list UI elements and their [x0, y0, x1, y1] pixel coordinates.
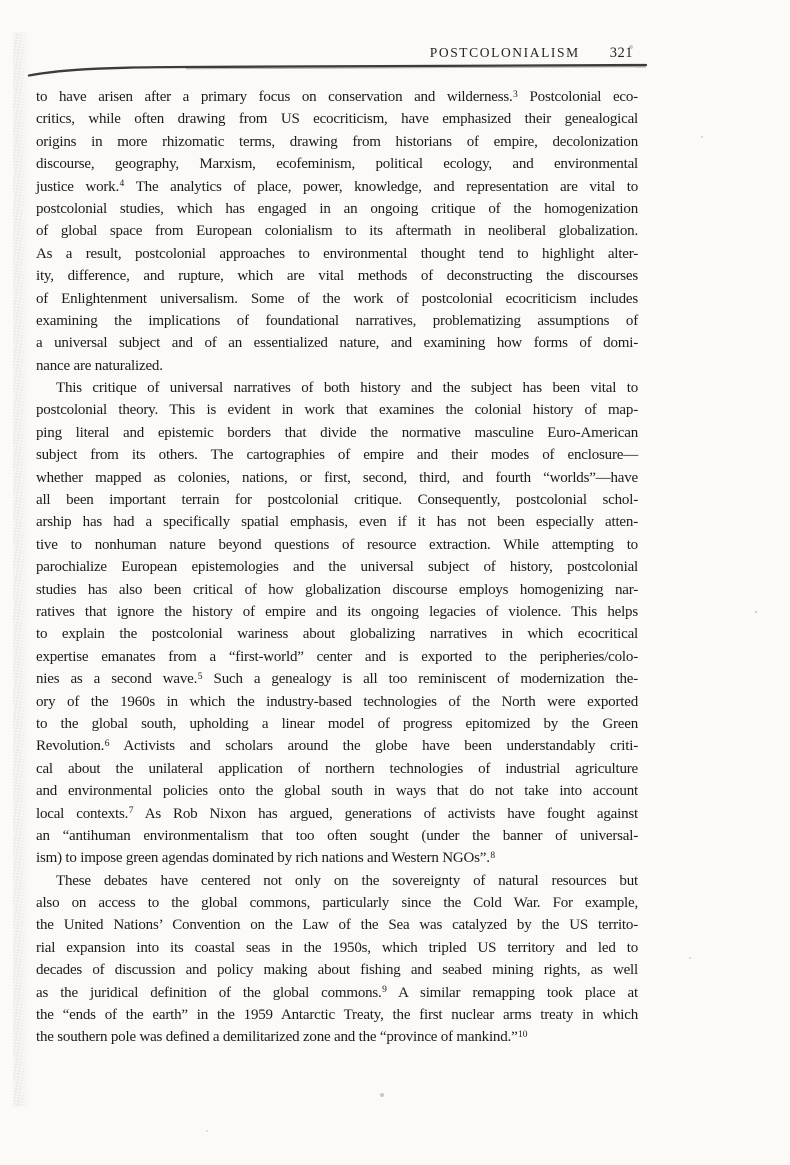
text-line: ratives that ignore the history of empire and its ongoing legacies of violence. This helps — [36, 603, 638, 620]
footnote-marker: 7 — [128, 806, 134, 816]
text-line: These debates have centered not only on the sovereignty of natural resources but — [56, 872, 638, 889]
text-line: This critique of universal narratives of both history and the subject has been vital to — [56, 380, 638, 397]
text-line: the United Nations’ Convention on the Law of the Sea was catalyzed by the US territo- — [36, 917, 638, 934]
text-line: examining the implications of foundational narratives, problematizing assumptions of — [36, 312, 638, 329]
running-title: POSTCOLONIALISM — [429, 45, 580, 60]
text-line: As a result, postcolonial approaches to environmental thought tend to highlight alter- — [36, 245, 638, 262]
text-line: cal about the unilateral application of northern technologies of industrial agriculture — [36, 760, 638, 777]
page-header — [0, 44, 633, 62]
footnote-marker: 10 — [518, 1029, 528, 1040]
text-line: rial expansion into its coastal seas in the 1950s, which tripled US territory and led to — [36, 939, 638, 956]
page-number: 321 — [609, 45, 633, 61]
text-line: as the juridical definition of the global commons.$^9$ A similar remapping took place at — [36, 984, 638, 1001]
text-line: whether mapped as colonies, nations, or first, second, third, and fourth “worlds”—have — [36, 469, 638, 486]
footnote-marker: 3 — [513, 89, 518, 100]
text-line: nance are naturalized. — [36, 357, 163, 374]
footnote-marker: 5 — [197, 671, 203, 682]
text-line: postcolonial theory. This is evident in work that examines the colonial history of map- — [36, 402, 638, 419]
scan-noise-left-edge — [13, 32, 30, 1107]
text-line: the “ends of the earth” in the 1959 Antarctic Treaty, the first nuclear arms treaty in which — [36, 1007, 638, 1024]
text-line: also on access to the global commons, particularly since the Cold War. For example, — [36, 895, 638, 912]
text-line: subject from its others. The cartographies of empire and their modes of enclosure— — [36, 447, 638, 464]
text-line: justice work.$^4$ The analytics of place, power, knowledge, and representation are vital to — [36, 178, 638, 195]
text-line: the southern pole was defined a demilitarized zone and the “province of mankind.”$^{10}$ — [36, 1029, 528, 1046]
footnote-marker: 8 — [490, 850, 496, 861]
text-line: to explain the postcolonial wariness about globalizing narratives in which ecocritical — [36, 626, 638, 643]
text-line: of Enlightenment universalism. Some of the work of postcolonial ecocriticism includes — [36, 290, 638, 307]
text-line: discourse, geography, Marxism, ecofeminism, political ecology, and environmental — [36, 156, 638, 173]
footnote-marker: 4 — [119, 179, 125, 190]
scan-specks — [0, 0, 2, 2]
text-line: parochialize European epistemologies and the universal subject of history, postcolonial — [36, 559, 638, 576]
text-line: decades of discussion and policy making about fishing and seabed mining rights, as well — [36, 962, 638, 979]
text-line: arship has had a specifically spatial emphasis, even if it has not been especially atten- — [36, 514, 638, 531]
text-line: ism) to impose green agendas dominated by rich nations and Western NGOs”.$^8$ — [36, 850, 496, 867]
header-rule — [26, 62, 650, 80]
text-line: a universal subject and of an essentialized nature, and examining how forms of domi- — [36, 335, 638, 352]
text-line: studies has also been critical of how globalization discourse employs homogenizing nar- — [36, 581, 638, 598]
text-line: to the global south, upholding a linear model of progress epitomized by the Green — [36, 715, 638, 732]
body-text — [36, 86, 638, 1049]
text-line: and environmental policies onto the global south in ways that do not take into account — [36, 783, 638, 800]
footnote-marker: 6 — [104, 738, 110, 749]
text-line: postcolonial studies, which has engaged in an ongoing critique of the homogenization — [36, 200, 638, 217]
text-line: critics, while often drawing from US ecocriticism, have emphasized their genealogical — [36, 111, 638, 128]
text-line: tive to nonhuman nature beyond questions of resource extraction. While attempting to — [36, 536, 638, 553]
text-line: to have arisen after a primary focus on conservation and wilderness.$^3$ Postcolonial eco- — [36, 89, 638, 105]
text-line: expertise emanates from a “first-world” center and is exported to the peripheries/colo- — [36, 648, 638, 665]
text-line: of global space from European colonialism to its aftermath in neoliberal globalization. — [36, 223, 638, 240]
text-line: an “antihuman environmentalism that too often sought (under the banner of universal- — [36, 827, 638, 844]
text-line: ity, difference, and rupture, which are vital methods of deconstructing the discourses — [36, 268, 638, 285]
text-line: origins in more rhizomatic terms, drawing from historians of empire, decolonization — [36, 133, 638, 150]
text-line: local contexts.$^7$ As Rob Nixon has argued, generations of activists have fought against — [36, 805, 638, 822]
text-line: nies as a second wave.$^5$ Such a genealogy is all too reminiscent of modernization the- — [36, 671, 639, 688]
text-line: Revolution.$^6$ Activists and scholars around the globe have been understandably criti- — [36, 738, 638, 755]
text-line: ory of the 1960s in which the industry-based technologies of the North were exported — [36, 693, 638, 710]
text-line: ping literal and epistemic borders that divide the normative masculine Euro-American — [36, 424, 638, 441]
text-line: all been important terrain for postcolonial critique. Consequently, postcolonial schol- — [36, 492, 638, 509]
footnote-marker: 9 — [382, 985, 387, 996]
